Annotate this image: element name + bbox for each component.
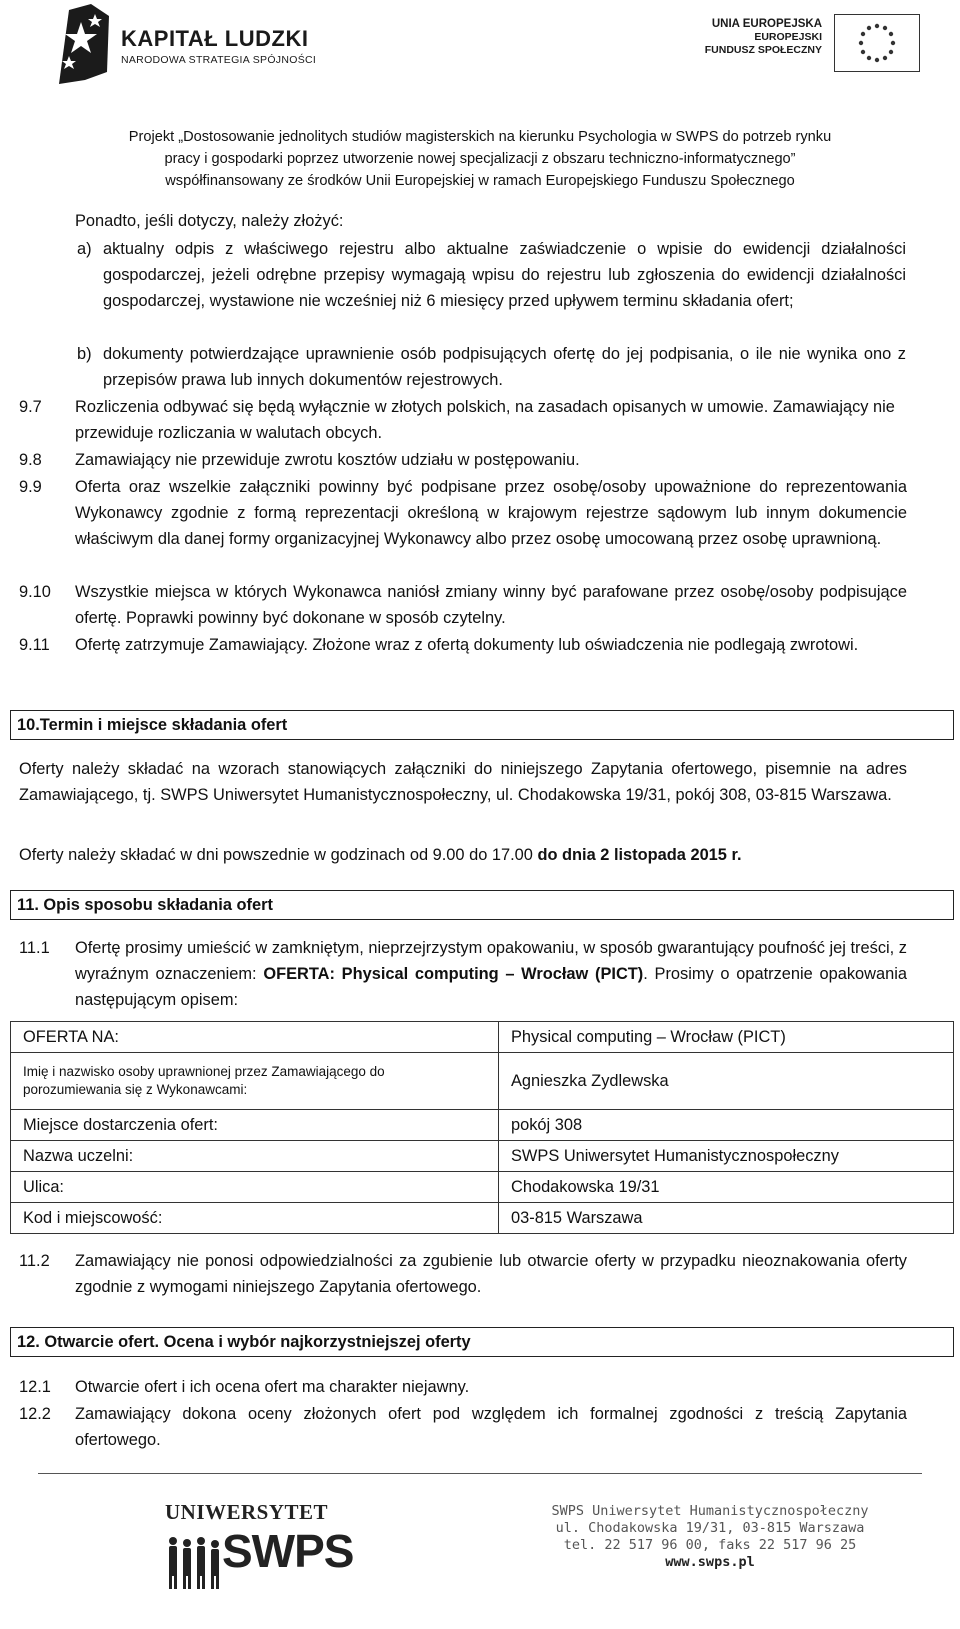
item-label: b) [77,345,92,363]
deadline-date: do dnia 2 listopada 2015 r. [537,846,742,864]
table-row [11,1172,954,1203]
eu-logo-line3: FUNDUSZ SPOŁECZNY [704,44,822,56]
table-label: Nazwa uczelni: [11,1141,499,1172]
table-row [11,1203,954,1234]
item-text: Zamawiający dokona oceny złożonych ofert pod względem ich formalnej zgodności z treścią Zapytania ofertowego. [75,1405,907,1449]
item-text [75,935,907,1013]
footer-address [520,1503,900,1571]
project-line: pracy i gospodarki poprzez utworzenie nowej specjalizacji z obszaru techniczno-informatycznego” [164,151,796,167]
footer-divider [38,1473,922,1474]
section12-heading: 12. Otwarcie ofert. Ocena i wybór najkorzystniejszej oferty [10,1327,954,1357]
item-label: a) [77,240,92,258]
item-a-text: aktualny odpis z właściwego rejestru albo aktualne zaświadczenie o wpisie do ewidencji działalności gospodarczej, jeżeli odrębne przepisy wymagają wpisu do rejestru lub zgłoszenia do ewidencji działalności gospodarczej, wystawione nie wcześniej niż 6 miesięcy przed upływem terminu składania ofert; [103,240,906,310]
item-text: Oferta oraz wszelkie załączniki powinny być podpisane przez osobę/osoby upoważnione do reprezentowania Wykonawcy zgodnie z formą reprezentacji określoną w krajowym rejestrze sądowym lub innym dokumencie właściwym dla danej formy organizacyjnej Wykonawcy albo przez osobę umocowaną przez osobę uprawnioną. [75,478,907,548]
table-value: 03-815 Warszawa [499,1203,954,1234]
table-label: Ulica: [11,1172,499,1203]
swps-logo-uniwersytet: UNIWERSYTET [165,1500,329,1524]
table-value: Chodakowska 19/31 [499,1172,954,1203]
kapital-ludzki-logo [55,2,317,90]
item-text: Otwarcie ofert i ich ocena ofert ma charakter niejawny. [75,1378,470,1396]
item-text: Zamawiający nie przewiduje zwrotu kosztów udziału w postępowaniu. [75,451,580,469]
item-text: Ofertę zatrzymuje Zamawiający. Złożone wraz z ofertą dokumenty lub oświadczenia nie podlegają zwrotowi. [75,636,859,654]
table-label: Miejsce dostarczenia ofert: [11,1110,499,1141]
kapital-ludzki-subtitle: NARODOWA STRATEGIA SPÓJNOŚCI [121,54,317,66]
item-number: 9.9 [19,478,42,496]
offer-marking: OFERTA: Physical computing – Wrocław (PICT) [263,965,644,983]
section10-deadline [19,842,919,868]
table-value: SWPS Uniwersytet Humanistycznospołeczny [499,1141,954,1172]
table-row [11,1022,954,1053]
table-row [11,1053,954,1110]
eu-flag-icon [834,14,920,72]
project-line: Projekt „Dostosowanie jednolitych studiów magisterskich na kierunku Psychologia w SWPS do potrzeb rynku [128,129,832,145]
item-text: Zamawiający nie ponosi odpowiedzialności za zgubienie lub otwarcie oferty w przypadku nieoznakowania oferty zgodnie z wymogami niniejszego Zapytania ofertowego. [75,1252,907,1296]
table-value: Physical computing – Wrocław (PICT) [499,1022,954,1053]
eu-logo [704,14,920,74]
swps-logo-word: SWPS [222,1525,354,1577]
footer-website-link[interactable]: www.swps.pl [665,1554,755,1570]
item-number: 9.8 [19,451,42,469]
item-number: 12.2 [19,1405,51,1423]
section9-intro: Ponadto, jeśli dotyczy, należy złożyć: [75,212,344,230]
item-text: Wszystkie miejsca w których Wykonawca naniósł zmiany winny być parafowane przez osobę/osoby podpisujące ofertę. Poprawki powinny być dokonane w sposób czytelny. [75,583,907,627]
footer-address-line: tel. 22 517 96 00, faks 22 517 96 25 [563,1537,857,1553]
table-label: OFERTA NA: [11,1022,499,1053]
table-value: pokój 308 [499,1110,954,1141]
item-text: Rozliczenia odbywać się będą wyłącznie w złotych polskich, na zasadach opisanych w umowie. Zamawiający nie przewiduje rozliczania w walutach obcych. [75,398,895,442]
section10-heading: 10.Termin i miejsce składania ofert [10,710,954,740]
project-description [0,126,960,192]
deadline-hours: Oferty należy składać w dni powszednie w godzinach od 9.00 do 17.00 [19,846,538,864]
item-b-text: dokumenty potwierdzające uprawnienie osób podpisujących ofertę do jej podpisania, o ile nie wynika ono z przepisów prawa lub innych dokumentów rejestrowych. [103,345,906,389]
table-row [11,1110,954,1141]
item-number: 9.11 [19,636,50,654]
item-number: 11.2 [19,1252,50,1270]
footer-address-line: ul. Chodakowska 19/31, 03-815 Warszawa [555,1520,865,1536]
swps-figures-icon [165,1535,225,1590]
item-number: 9.7 [19,398,42,416]
kapital-ludzki-emblem-icon [55,2,113,86]
project-line: współfinansowany ze środków Unii Europejskiej w ramach Europejskiego Funduszu Społecznego [165,173,795,189]
section11-heading: 11. Opis sposobu składania ofert [10,890,954,920]
eu-logo-line1: UNIA EUROPEJSKA [711,18,822,30]
table-row [11,1141,954,1172]
footer-address-line: SWPS Uniwersytet Humanistycznospołeczny [551,1503,869,1519]
section10-paragraph: Oferty należy składać na wzorach stanowiących załączniki do niniejszego Zapytania ofertowego, pisemnie na adres Zamawiającego, tj. SWPS Uniwersytet Humanistycznospołeczny, ul. Chodakowska 19/31, pokój 308, 03-815 Warszawa. [19,760,907,804]
item-number: 11.1 [19,939,50,957]
eu-logo-text [705,18,822,57]
item-number: 9.10 [19,583,51,601]
table-label: Imię i nazwisko osoby uprawnionej przez Zamawiającego do porozumiewania się z Wykonawcami: [11,1053,499,1110]
kapital-ludzki-title: KAPITAŁ LUDZKI [121,26,309,51]
eu-logo-line2: EUROPEJSKI [754,31,822,43]
item-text-part: Ofertę prosimy umieścić w zamkniętym, nieprzejrzystym opakowaniu, w sposób gwarantujący poufność jej treści, z wyraźnym oznaczeniem: [75,939,907,983]
offer-label-table [10,1021,954,1234]
table-value: Agnieszka Zydlewska [499,1053,954,1110]
table-label: Kod i miejscowość: [11,1203,499,1234]
item-text-part: . Prosimy o opatrzenie opakowania następującym opisem: [75,965,907,1009]
item-number: 12.1 [19,1378,51,1396]
